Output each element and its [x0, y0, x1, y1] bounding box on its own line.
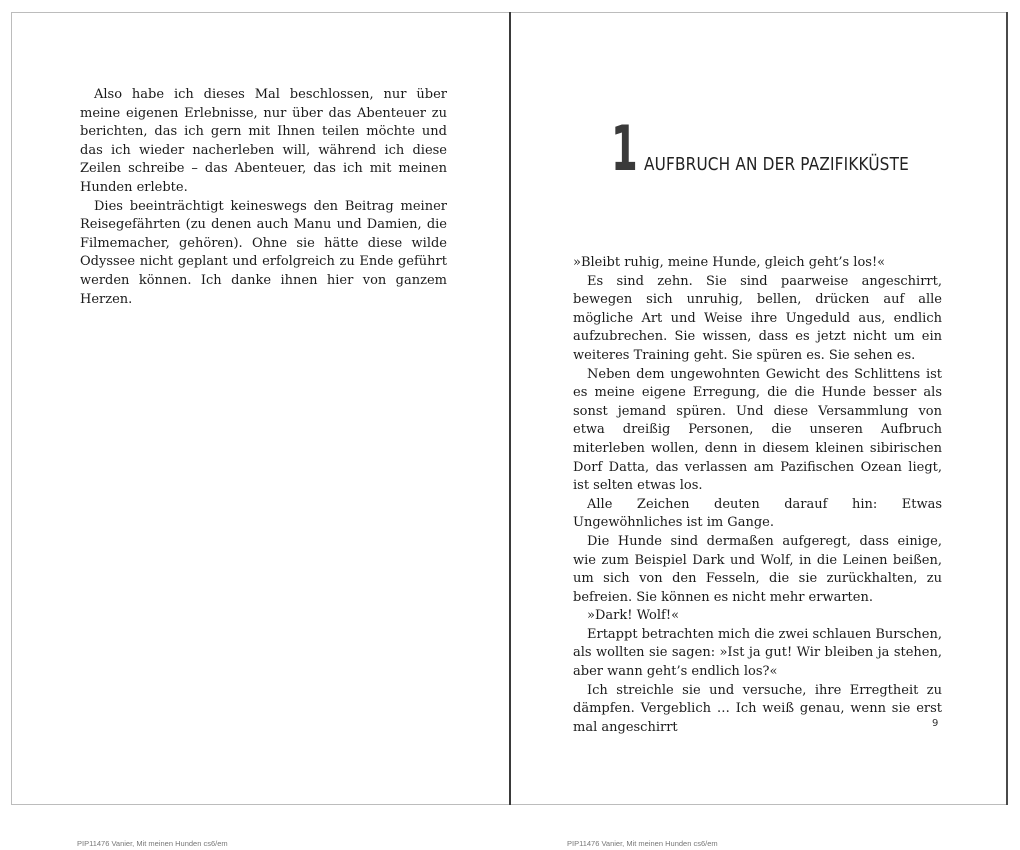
body-paragraph: Alle Zeichen deuten darauf hin: Etwas Ungewöhnliches ist im Gange. [573, 496, 942, 531]
body-paragraph: Die Hunde sind dermaßen aufgeregt, dass einige, wie zum Beispiel Dark und Wolf, in die Leinen beißen, um sich von den Fesseln, die sie zurückhalten, zu befreien. Sie können es nicht mehr erwarten. [573, 533, 942, 605]
body-paragraph: Also habe ich dieses Mal beschlossen, nur über meine eigenen Erlebnisse, nur über das Abenteuer zu berichten, das ich gern mit Ihnen teilen möchte und das ich wieder nacherleben will, während ich diese Zeilen schreibe – das Abenteuer, das ich mit meinen Hunden erlebte. [80, 87, 447, 195]
body-paragraph: Es sind zehn. Sie sind paarweise angeschirrt, bewegen sich unruhig, bellen, drücken auf alle mögliche Art und Weise ihre Ungeduld aus, endlich aufzubrechen. Sie wissen, dass es jetzt nicht um ein weiteres Training geht. Sie spüren es. Sie sehen es. [573, 273, 942, 363]
page-number: 9 [932, 718, 939, 729]
chapter-number: 1 [611, 112, 638, 185]
book-spine-divider [509, 12, 511, 805]
page-edge-right [1006, 12, 1008, 805]
chapter-title: AUFBRUCH AN DER PAZIFIKKÜSTE [644, 154, 909, 175]
footer-slug-right: PIP11476 Vanier, Mit meinen Hunden cs6/em [567, 839, 718, 848]
body-paragraph: Ertappt betrachten mich die zwei schlauen Burschen, als wollten sie sagen: »Ist ja gut! Wir bleiben ja stehen, aber wann geht’s endlich los?« [573, 626, 942, 680]
right-page-body [573, 254, 942, 737]
body-paragraph: Ich streichle sie und versuche, ihre Erregtheit zu dämpfen. Vergeblich … Ich weiß genau, wenn sie erst mal angeschirrt [573, 682, 942, 735]
body-paragraph: Neben dem ungewohnten Gewicht des Schlittens ist es meine eigene Erregung, die die Hunde besser als sonst jemand spüren. Und diese Versammlung von etwa dreißig Personen, die unseren Aufbruch miterleben wollen, denn in diesem kleinen sibirischen Dorf Datta, das verlassen am Pazifischen Ozean liegt, ist selten etwas los. [573, 366, 942, 494]
body-paragraph: »Dark! Wolf!« [587, 608, 680, 624]
footer-slug-left: PIP11476 Vanier, Mit meinen Hunden cs6/em [77, 839, 228, 848]
body-paragraph: »Bleibt ruhig, meine Hunde, gleich geht’s los!« [573, 255, 886, 270]
body-paragraph: Dies beeinträchtigt keineswegs den Beitrag meiner Reisegefährten (zu denen auch Manu und Damien, die Filmemacher, gehören). Ohne sie hätte diese wilde Odyssee nicht geplant und erfolgreich zu Ende geführt werden können. Ich danke ihnen hier von ganzem Herzen. [80, 198, 447, 307]
page-frame-left [11, 12, 12, 805]
left-page-body [80, 86, 447, 309]
